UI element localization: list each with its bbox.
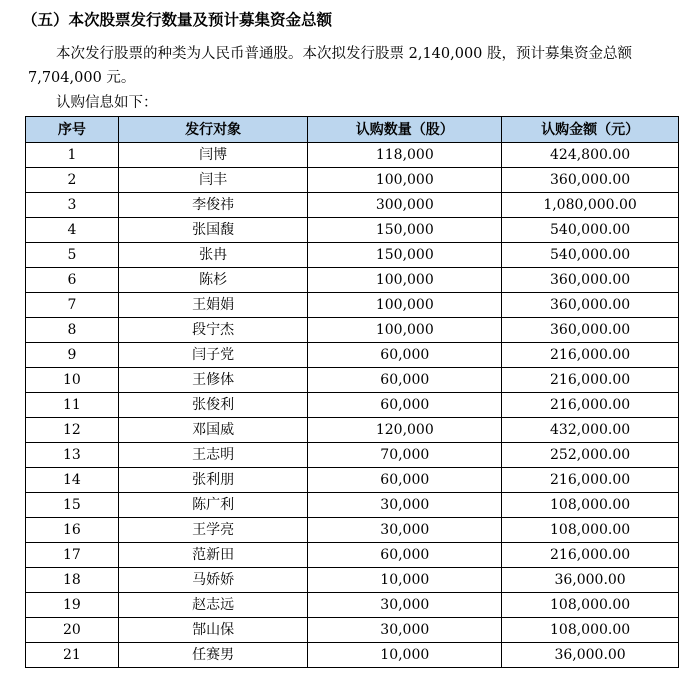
cell-subscriber: 任赛男: [118, 643, 308, 668]
cell-amount: 432,000.00: [502, 418, 679, 443]
cell-quantity: 30,000: [308, 618, 502, 643]
cell-amount: 1,080,000.00: [502, 193, 679, 218]
cell-seq: 9: [26, 343, 119, 368]
cell-seq: 7: [26, 293, 119, 318]
cell-subscriber: 王学亮: [118, 518, 308, 543]
table-row: [26, 518, 679, 543]
cell-amount: 108,000.00: [502, 518, 679, 543]
cell-amount: 360,000.00: [502, 318, 679, 343]
table-row: [26, 168, 679, 193]
cell-subscriber: 张俊利: [118, 393, 308, 418]
table-row: [26, 493, 679, 518]
table-row: [26, 193, 679, 218]
table-row: [26, 593, 679, 618]
cell-subscriber: 闫博: [118, 143, 308, 168]
table-row: [26, 143, 679, 168]
cell-quantity: 60,000: [308, 543, 502, 568]
table-row: [26, 418, 679, 443]
cell-seq: 17: [26, 543, 119, 568]
table-row: [26, 218, 679, 243]
cell-seq: 13: [26, 443, 119, 468]
cell-quantity: 118,000: [308, 143, 502, 168]
table-row: [26, 318, 679, 343]
cell-subscriber: 郜山保: [118, 618, 308, 643]
cell-amount: 252,000.00: [502, 443, 679, 468]
cell-seq: 8: [26, 318, 119, 343]
cell-quantity: 120,000: [308, 418, 502, 443]
cell-seq: 12: [26, 418, 119, 443]
cell-quantity: 10,000: [308, 568, 502, 593]
cell-amount: 360,000.00: [502, 168, 679, 193]
table-header-row: [26, 117, 679, 143]
cell-quantity: 100,000: [308, 293, 502, 318]
cell-quantity: 60,000: [308, 368, 502, 393]
table-row: [26, 368, 679, 393]
cell-seq: 16: [26, 518, 119, 543]
cell-quantity: 70,000: [308, 443, 502, 468]
cell-amount: 108,000.00: [502, 593, 679, 618]
cell-subscriber: 赵志远: [118, 593, 308, 618]
section-heading: （五）本次股票发行数量及预计募集资金总额: [22, 11, 333, 29]
cell-subscriber: 马娇娇: [118, 568, 308, 593]
table-row: [26, 468, 679, 493]
table-body: [26, 143, 679, 668]
cell-seq: 2: [26, 168, 119, 193]
cell-quantity: 150,000: [308, 243, 502, 268]
cell-subscriber: 王修体: [118, 368, 308, 393]
cell-quantity: 60,000: [308, 343, 502, 368]
table-row: [26, 643, 679, 668]
cell-quantity: 300,000: [308, 193, 502, 218]
subscription-table: [25, 116, 679, 668]
cell-quantity: 30,000: [308, 593, 502, 618]
cell-seq: 19: [26, 593, 119, 618]
cell-subscriber: 张冉: [118, 243, 308, 268]
cell-seq: 15: [26, 493, 119, 518]
cell-quantity: 100,000: [308, 318, 502, 343]
header-subscriber: 发行对象: [118, 117, 308, 143]
cell-quantity: 60,000: [308, 393, 502, 418]
cell-amount: 108,000.00: [502, 493, 679, 518]
cell-quantity: 60,000: [308, 468, 502, 493]
cell-quantity: 10,000: [308, 643, 502, 668]
cell-amount: 36,000.00: [502, 568, 679, 593]
cell-amount: 540,000.00: [502, 218, 679, 243]
cell-seq: 14: [26, 468, 119, 493]
header-quantity: 认购数量（股）: [308, 117, 502, 143]
cell-quantity: 30,000: [308, 518, 502, 543]
cell-subscriber: 闫子党: [118, 343, 308, 368]
cell-amount: 216,000.00: [502, 543, 679, 568]
cell-subscriber: 王娟娟: [118, 293, 308, 318]
cell-seq: 20: [26, 618, 119, 643]
table-row: [26, 393, 679, 418]
table-row: [26, 543, 679, 568]
cell-seq: 1: [26, 143, 119, 168]
table-row: [26, 293, 679, 318]
cell-amount: 216,000.00: [502, 468, 679, 493]
cell-amount: 36,000.00: [502, 643, 679, 668]
cell-amount: 360,000.00: [502, 268, 679, 293]
cell-subscriber: 陈广利: [118, 493, 308, 518]
cell-seq: 11: [26, 393, 119, 418]
cell-quantity: 100,000: [308, 168, 502, 193]
cell-subscriber: 闫丰: [118, 168, 308, 193]
cell-subscriber: 张国馥: [118, 218, 308, 243]
table-row: [26, 343, 679, 368]
table-row: [26, 443, 679, 468]
cell-seq: 4: [26, 218, 119, 243]
cell-amount: 360,000.00: [502, 293, 679, 318]
table-row: [26, 268, 679, 293]
subscription-intro: 认购信息如下：: [56, 95, 158, 111]
cell-amount: 424,800.00: [502, 143, 679, 168]
cell-subscriber: 段宁杰: [118, 318, 308, 343]
cell-seq: 3: [26, 193, 119, 218]
cell-seq: 5: [26, 243, 119, 268]
cell-subscriber: 李俊祎: [118, 193, 308, 218]
cell-quantity: 150,000: [308, 218, 502, 243]
cell-subscriber: 张利朋: [118, 468, 308, 493]
table-row: [26, 568, 679, 593]
cell-amount: 216,000.00: [502, 343, 679, 368]
table-row: [26, 243, 679, 268]
cell-amount: 216,000.00: [502, 368, 679, 393]
cell-quantity: 100,000: [308, 268, 502, 293]
cell-amount: 540,000.00: [502, 243, 679, 268]
cell-seq: 10: [26, 368, 119, 393]
cell-seq: 21: [26, 643, 119, 668]
cell-quantity: 30,000: [308, 493, 502, 518]
cell-subscriber: 邓国威: [118, 418, 308, 443]
cell-subscriber: 王志明: [118, 443, 308, 468]
cell-amount: 108,000.00: [502, 618, 679, 643]
cell-subscriber: 陈杉: [118, 268, 308, 293]
cell-subscriber: 范新田: [118, 543, 308, 568]
header-seq: 序号: [26, 117, 119, 143]
table-row: [26, 618, 679, 643]
cell-seq: 6: [26, 268, 119, 293]
cell-seq: 18: [26, 568, 119, 593]
header-amount: 认购金额（元）: [502, 117, 679, 143]
issuance-summary-paragraph: 本次发行股票的种类为人民币普通股。本次拟发行股票 2,140,000 股，预计募集资金总额 7,704,000 元。: [28, 46, 633, 86]
cell-amount: 216,000.00: [502, 393, 679, 418]
